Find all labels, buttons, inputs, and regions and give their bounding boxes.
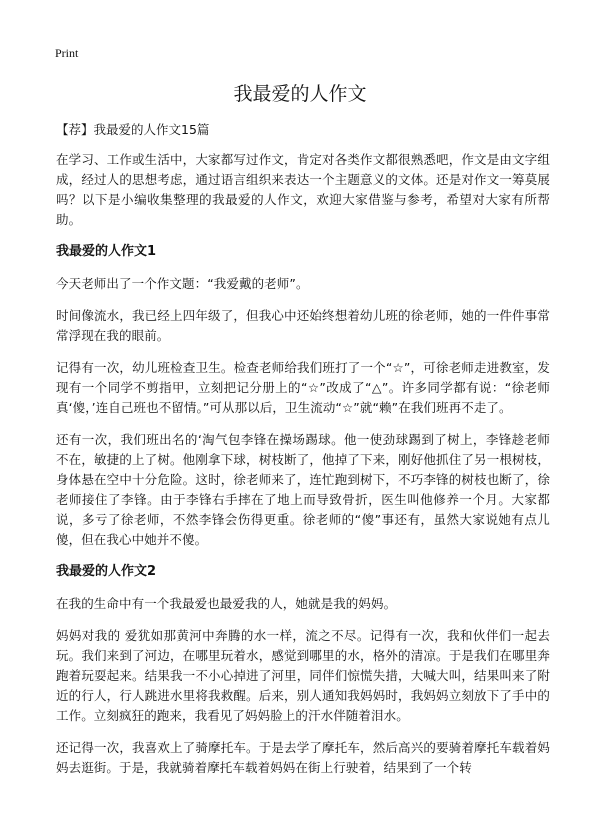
paragraph: 还有一次，我们班出名的‘淘气包李锋在操场踢球。他一使劲球踢到了树上，李锋趁老师不在，敏捷的上了树。他刚拿下球，树枝断了，他掉了下来，刚好他抓住了另一根树枝，身体悬在空中十分危险。这时，徐老师来了，连忙跑到树下，不巧李锋的树枝也断了，徐老师接住了李锋。由于李锋右手摔在了地上而导致骨折，医生叫他修养一个月。大家都说，多亏了徐老师，不然李锋会伤得更重。徐老师的“傻”事还有，虽然大家说她有点儿傻，但在我心中她并不傻。	[56, 432, 550, 547]
print-link[interactable]: Print	[55, 46, 79, 60]
recommend-line: 【荐】我最爱的人作文15篇	[56, 122, 210, 137]
paragraph: 在我的生命中有一个我最爱也最爱我的人，她就是我的妈妈。	[56, 596, 397, 611]
article-body	[56, 121, 550, 790]
section-heading-1: 我最爱的人作文1	[56, 244, 157, 259]
paragraph: 妈妈对我的 爱犹如那黄河中奔腾的水一样，流之不尽。记得有一次，我和伙伴们一起去玩。我们来到了河边，在哪里玩着水，感觉到哪里的水，格外的清凉。于是我们在哪里奔跑着玩耍起来。结果我一不小心掉进了河里，同伴们惊慌失措，大喊大叫，结果叫来了附近的行人，行人跳进水里将我救醒。后来，别人通知我妈妈时，我妈妈立刻放下了手中的工作。立刻疯狂的跑来，我看见了妈妈脸上的汗水伴随着泪水。	[56, 628, 550, 723]
paragraph: 记得有一次，幼儿班检查卫生。检查老师给我们班打了一个“☆”，可徐老师走进教室，发现有一个同学不剪指甲，立刻把记分册上的“☆”改成了“△”。许多同学都有说：“徐老师真‘傻，’连自己班也不留情。”可从那以后，卫生流动“☆”就“赖”在我们班再不走了。	[56, 360, 550, 415]
paragraph: 今天老师出了一个作文题：“我爱戴的老师”。	[56, 276, 309, 291]
intro-paragraph: 在学习、工作或生活中，大家都写过作文，肯定对各类作文都很熟悉吧，作文是由文字组成，经过人的思想考虑，通过语言组织来表达一个主题意义的文体。还是对作文一筹莫展吗？以下是小编收集整理的我最爱的人作文，欢迎大家借鉴与参考，希望对大家有所帮助。	[56, 152, 550, 227]
page-title: 我最爱的人作文	[233, 83, 367, 105]
paragraph: 时间像流水，我已经上四年级了，但我心中还始终想着幼儿班的徐老师，她的一件件事常常浮现在我的眼前。	[56, 308, 550, 343]
paragraph: 还记得一次，我喜欢上了骑摩托车。于是去学了摩托车，然后高兴的要骑着摩托车载着妈妈去逛街。于是，我就骑着摩托车载着妈妈在街上行驶着，结果到了一个转	[56, 740, 550, 775]
section-heading-2: 我最爱的人作文2	[56, 564, 157, 579]
